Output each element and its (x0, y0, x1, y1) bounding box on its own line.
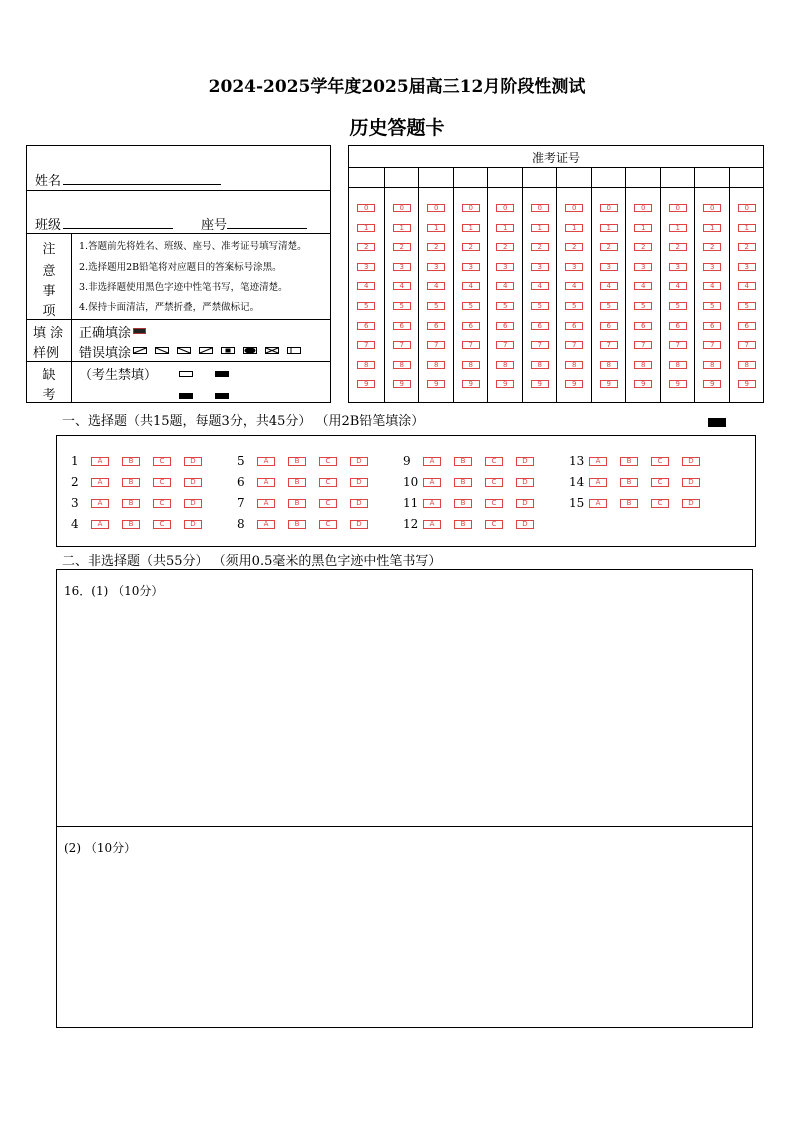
option-bubble[interactable]: B (288, 499, 306, 508)
digit-bubble[interactable]: 1 (496, 224, 514, 232)
notice-3: 3.非选择题使用黑色字迹中性笔书写，笔迹清楚。 (79, 282, 288, 293)
digit-bubble[interactable]: 3 (669, 263, 687, 271)
digit-bubble[interactable]: 0 (357, 204, 375, 212)
question-number: 14 (569, 475, 585, 489)
digit-bubble[interactable]: 9 (393, 380, 411, 388)
option-bubble[interactable]: C (153, 457, 171, 466)
exam-number-write-box[interactable] (488, 168, 522, 188)
digit-bubble[interactable]: 4 (357, 282, 375, 290)
digit-bubble[interactable]: 9 (738, 380, 756, 388)
option-bubble[interactable]: D (516, 457, 534, 466)
digit-bubble[interactable]: 7 (565, 341, 583, 349)
option-bubble[interactable]: A (91, 478, 109, 487)
digit-bubble[interactable]: 2 (427, 243, 445, 251)
digit-bubble[interactable]: 3 (496, 263, 514, 271)
option-bubble[interactable]: B (122, 457, 140, 466)
digit-bubble[interactable]: 7 (357, 341, 375, 349)
digit-bubble[interactable]: 6 (531, 322, 549, 330)
digit-bubble[interactable]: 9 (669, 380, 687, 388)
exam-number-write-box[interactable] (626, 168, 660, 188)
option-bubble[interactable]: C (319, 499, 337, 508)
digit-bubble[interactable]: 8 (462, 361, 480, 369)
absent-note: （考生禁填） (79, 368, 158, 383)
digit-bubble[interactable]: 0 (531, 204, 549, 212)
exam-number-write-box[interactable] (419, 168, 453, 188)
choice-answer-area (56, 435, 756, 547)
digit-bubble[interactable]: 2 (738, 243, 756, 251)
option-bubble[interactable]: D (516, 478, 534, 487)
wrong-fill-label: 错误填涂 (79, 346, 132, 361)
choice-section-title: 一、选择题（共15题，每题3分，共45分） （用2B铅笔填涂） (62, 414, 425, 429)
question-number: 2 (71, 475, 79, 489)
marker-block (215, 393, 229, 399)
digit-bubble[interactable]: 7 (669, 341, 687, 349)
option-bubble[interactable]: B (454, 478, 472, 487)
digit-bubble[interactable]: 5 (634, 302, 652, 310)
digit-bubble[interactable]: 1 (669, 224, 687, 232)
digit-bubble[interactable]: 4 (669, 282, 687, 290)
digit-bubble[interactable]: 8 (634, 361, 652, 369)
student-info-panel (26, 145, 331, 403)
exam-number-column (349, 168, 384, 403)
digit-bubble[interactable]: 7 (600, 341, 618, 349)
notice-char-1: 注 (42, 242, 56, 257)
digit-bubble[interactable]: 6 (738, 322, 756, 330)
digit-bubble[interactable]: 3 (427, 263, 445, 271)
option-bubble[interactable]: C (153, 478, 171, 487)
option-bubble[interactable]: C (485, 478, 503, 487)
question-number: 5 (237, 454, 245, 468)
exam-number-write-box[interactable] (454, 168, 488, 188)
digit-bubble[interactable]: 8 (427, 361, 445, 369)
digit-bubble[interactable]: 6 (634, 322, 652, 330)
digit-bubble[interactable]: 6 (427, 322, 445, 330)
digit-bubble[interactable]: 9 (703, 380, 721, 388)
digit-bubble[interactable]: 1 (531, 224, 549, 232)
name-label: 姓名 (35, 174, 62, 189)
digit-bubble[interactable]: 3 (703, 263, 721, 271)
digit-bubble[interactable]: 2 (462, 243, 480, 251)
absent-char-2: 考 (42, 388, 56, 403)
seat-label: 座号 (201, 218, 228, 233)
digit-bubble[interactable]: 0 (496, 204, 514, 212)
option-bubble[interactable]: B (620, 499, 638, 508)
digit-bubble[interactable]: 7 (738, 341, 756, 349)
exam-number-write-box[interactable] (523, 168, 557, 188)
marker-block (708, 418, 726, 427)
digit-bubble[interactable]: 7 (496, 341, 514, 349)
seat-field[interactable] (227, 228, 307, 229)
option-bubble[interactable]: B (288, 478, 306, 487)
digit-bubble[interactable]: 3 (531, 263, 549, 271)
correct-fill-label: 正确填涂 (79, 326, 132, 341)
digit-bubble[interactable]: 8 (357, 361, 375, 369)
digit-bubble[interactable]: 7 (462, 341, 480, 349)
option-bubble[interactable]: D (682, 457, 700, 466)
digit-bubble[interactable]: 2 (565, 243, 583, 251)
exam-number-write-box[interactable] (661, 168, 695, 188)
answer-area-16-2[interactable] (56, 826, 753, 1028)
question-number: 15 (569, 496, 585, 510)
digit-bubble[interactable]: 4 (531, 282, 549, 290)
option-bubble[interactable]: A (423, 478, 441, 487)
digit-bubble[interactable]: 4 (427, 282, 445, 290)
digit-bubble[interactable]: 4 (462, 282, 480, 290)
option-bubble[interactable]: C (319, 478, 337, 487)
sample-label-1: 填 涂 (33, 326, 64, 341)
digit-bubble[interactable]: 5 (496, 302, 514, 310)
digit-bubble[interactable]: 3 (634, 263, 652, 271)
option-bubble[interactable]: A (589, 478, 607, 487)
exam-number-write-box[interactable] (730, 168, 764, 188)
digit-bubble[interactable]: 2 (531, 243, 549, 251)
digit-bubble[interactable]: 5 (393, 302, 411, 310)
option-bubble[interactable]: B (122, 499, 140, 508)
digit-bubble[interactable]: 8 (531, 361, 549, 369)
notice-1: 1.答题前先将姓名、班级、座号、准考证号填写清楚。 (79, 241, 307, 252)
notice-char-3: 事 (42, 284, 56, 299)
option-bubble[interactable]: A (423, 499, 441, 508)
option-bubble[interactable]: D (682, 499, 700, 508)
digit-bubble[interactable]: 8 (669, 361, 687, 369)
digit-bubble[interactable]: 1 (703, 224, 721, 232)
question-number: 7 (237, 496, 245, 510)
digit-bubble[interactable]: 2 (393, 243, 411, 251)
digit-bubble[interactable]: 2 (634, 243, 652, 251)
digit-bubble[interactable]: 0 (634, 204, 652, 212)
digit-bubble[interactable]: 2 (600, 243, 618, 251)
digit-bubble[interactable]: 5 (565, 302, 583, 310)
digit-bubble[interactable]: 2 (496, 243, 514, 251)
option-bubble[interactable]: A (91, 520, 109, 529)
digit-bubble[interactable]: 6 (462, 322, 480, 330)
option-bubble[interactable]: C (485, 457, 503, 466)
digit-bubble[interactable]: 5 (531, 302, 549, 310)
exam-number-title: 准考证号 (531, 151, 580, 165)
option-bubble[interactable]: D (184, 457, 202, 466)
notice-char-2: 意 (42, 264, 56, 279)
digit-bubble[interactable]: 6 (357, 322, 375, 330)
option-bubble[interactable]: A (423, 457, 441, 466)
digit-bubble[interactable]: 1 (393, 224, 411, 232)
question-number: 6 (237, 475, 245, 489)
option-bubble[interactable]: D (516, 499, 534, 508)
digit-bubble[interactable]: 7 (634, 341, 652, 349)
exam-number-write-box[interactable] (695, 168, 729, 188)
option-bubble[interactable]: C (153, 499, 171, 508)
digit-bubble[interactable]: 5 (669, 302, 687, 310)
option-bubble[interactable]: D (350, 520, 368, 529)
digit-bubble[interactable]: 8 (496, 361, 514, 369)
digit-bubble[interactable]: 1 (462, 224, 480, 232)
digit-bubble[interactable]: 0 (703, 204, 721, 212)
digit-bubble[interactable]: 2 (357, 243, 375, 251)
option-bubble[interactable]: D (516, 520, 534, 529)
digit-bubble[interactable]: 9 (531, 380, 549, 388)
exam-number-write-box[interactable] (385, 168, 419, 188)
digit-bubble[interactable]: 9 (565, 380, 583, 388)
digit-bubble[interactable]: 8 (393, 361, 411, 369)
option-bubble[interactable]: B (122, 478, 140, 487)
name-field[interactable] (63, 184, 221, 185)
digit-bubble[interactable]: 8 (600, 361, 618, 369)
digit-bubble[interactable]: 1 (565, 224, 583, 232)
option-bubble[interactable]: C (485, 520, 503, 529)
digit-bubble[interactable]: 5 (600, 302, 618, 310)
option-bubble[interactable]: C (319, 520, 337, 529)
notice-char-4: 项 (42, 304, 56, 319)
digit-bubble[interactable]: 0 (393, 204, 411, 212)
question-number: 13 (569, 454, 585, 468)
digit-bubble[interactable]: 9 (634, 380, 652, 388)
absent-bubble[interactable] (179, 371, 193, 377)
exam-number-column (418, 168, 453, 403)
exam-number-write-box[interactable] (557, 168, 591, 188)
option-bubble[interactable]: B (288, 457, 306, 466)
option-bubble[interactable]: D (350, 499, 368, 508)
exam-number-write-box[interactable] (592, 168, 626, 188)
correct-fill-sample (133, 328, 146, 334)
digit-bubble[interactable]: 4 (393, 282, 411, 290)
question-number: 11 (403, 496, 419, 510)
digit-bubble[interactable]: 8 (703, 361, 721, 369)
digit-bubble[interactable]: 1 (357, 224, 375, 232)
marker-block (215, 371, 229, 377)
option-bubble[interactable]: D (350, 478, 368, 487)
option-bubble[interactable]: A (257, 457, 275, 466)
exam-number-column (384, 168, 419, 403)
question-16-part1-label: 16．(1) （10分） (64, 584, 164, 598)
option-bubble[interactable]: C (319, 457, 337, 466)
digit-bubble[interactable]: 9 (427, 380, 445, 388)
answer-area-16-1[interactable] (56, 569, 753, 827)
option-bubble[interactable]: A (257, 499, 275, 508)
option-bubble[interactable]: C (153, 520, 171, 529)
digit-bubble[interactable]: 5 (427, 302, 445, 310)
question-number: 3 (71, 496, 79, 510)
option-bubble[interactable]: B (288, 520, 306, 529)
option-bubble[interactable]: C (651, 457, 669, 466)
option-bubble[interactable]: D (682, 478, 700, 487)
digit-bubble[interactable]: 4 (496, 282, 514, 290)
digit-bubble[interactable]: 7 (703, 341, 721, 349)
option-bubble[interactable]: A (91, 499, 109, 508)
digit-bubble[interactable]: 6 (600, 322, 618, 330)
digit-bubble[interactable]: 0 (565, 204, 583, 212)
option-bubble[interactable]: A (589, 457, 607, 466)
option-bubble[interactable]: A (589, 499, 607, 508)
digit-bubble[interactable]: 4 (738, 282, 756, 290)
option-bubble[interactable]: A (257, 520, 275, 529)
digit-bubble[interactable]: 3 (565, 263, 583, 271)
digit-bubble[interactable]: 3 (357, 263, 375, 271)
digit-bubble[interactable]: 6 (393, 322, 411, 330)
digit-bubble[interactable]: 2 (669, 243, 687, 251)
digit-bubble[interactable]: 0 (669, 204, 687, 212)
page-title: 2024-2025学年度2025届高三12月阶段性测试 (208, 77, 586, 97)
exam-number-column (591, 168, 626, 403)
question-number: 4 (71, 517, 79, 531)
question-number: 10 (403, 475, 419, 489)
option-bubble[interactable]: B (454, 457, 472, 466)
wrong-fill-samples (133, 346, 303, 356)
digit-bubble[interactable]: 3 (738, 263, 756, 271)
absent-char-1: 缺 (42, 368, 56, 383)
digit-bubble[interactable]: 9 (357, 380, 375, 388)
digit-bubble[interactable]: 0 (427, 204, 445, 212)
exam-number-column (625, 168, 660, 403)
option-bubble[interactable]: B (620, 478, 638, 487)
digit-bubble[interactable]: 0 (738, 204, 756, 212)
digit-bubble[interactable]: 1 (427, 224, 445, 232)
digit-bubble[interactable]: 2 (703, 243, 721, 251)
option-bubble[interactable]: B (122, 520, 140, 529)
digit-bubble[interactable]: 8 (565, 361, 583, 369)
digit-bubble[interactable]: 6 (496, 322, 514, 330)
digit-bubble[interactable]: 5 (462, 302, 480, 310)
digit-bubble[interactable]: 7 (393, 341, 411, 349)
digit-bubble[interactable]: 9 (496, 380, 514, 388)
option-bubble[interactable]: D (184, 478, 202, 487)
digit-bubble[interactable]: 1 (634, 224, 652, 232)
exam-number-write-box[interactable] (349, 168, 384, 188)
digit-bubble[interactable]: 8 (738, 361, 756, 369)
digit-bubble[interactable]: 1 (738, 224, 756, 232)
option-bubble[interactable]: A (257, 478, 275, 487)
question-number: 8 (237, 517, 245, 531)
option-bubble[interactable]: D (184, 520, 202, 529)
nonchoice-section-title: 二、非选择题（共55分） （须用0.5毫米的黑色字迹中性笔书写） (62, 554, 442, 569)
digit-bubble[interactable]: 9 (462, 380, 480, 388)
option-bubble[interactable]: B (454, 499, 472, 508)
question-16-part2-label: (2) （10分） (64, 841, 137, 855)
option-bubble[interactable]: B (454, 520, 472, 529)
option-bubble[interactable]: B (620, 457, 638, 466)
digit-bubble[interactable]: 9 (600, 380, 618, 388)
digit-bubble[interactable]: 3 (462, 263, 480, 271)
sample-label-2: 样例 (33, 346, 60, 361)
option-bubble[interactable]: D (350, 457, 368, 466)
digit-bubble[interactable]: 7 (427, 341, 445, 349)
exam-number-column (660, 168, 695, 403)
option-bubble[interactable]: C (651, 478, 669, 487)
question-number: 12 (403, 517, 419, 531)
digit-bubble[interactable]: 4 (634, 282, 652, 290)
digit-bubble[interactable]: 3 (600, 263, 618, 271)
exam-number-column (522, 168, 557, 403)
digit-bubble[interactable]: 1 (600, 224, 618, 232)
exam-number-column (694, 168, 729, 403)
exam-number-panel (348, 145, 764, 403)
exam-number-column (729, 168, 764, 403)
digit-bubble[interactable]: 7 (531, 341, 549, 349)
digit-bubble[interactable]: 4 (600, 282, 618, 290)
digit-bubble[interactable]: 6 (669, 322, 687, 330)
option-bubble[interactable]: C (651, 499, 669, 508)
option-bubble[interactable]: A (91, 457, 109, 466)
digit-bubble[interactable]: 3 (393, 263, 411, 271)
class-field[interactable] (63, 228, 173, 229)
digit-bubble[interactable]: 5 (738, 302, 756, 310)
exam-number-column (556, 168, 591, 403)
marker-block (179, 393, 193, 399)
class-label: 班级 (35, 218, 62, 233)
option-bubble[interactable]: C (485, 499, 503, 508)
digit-bubble[interactable]: 0 (600, 204, 618, 212)
digit-bubble[interactable]: 4 (703, 282, 721, 290)
question-number: 9 (403, 454, 411, 468)
digit-bubble[interactable]: 4 (565, 282, 583, 290)
page-subtitle: 历史答题卡 (349, 117, 445, 139)
exam-number-column (453, 168, 488, 403)
digit-bubble[interactable]: 0 (462, 204, 480, 212)
option-bubble[interactable]: D (184, 499, 202, 508)
exam-number-column (487, 168, 522, 403)
digit-bubble[interactable]: 6 (565, 322, 583, 330)
option-bubble[interactable]: A (423, 520, 441, 529)
question-number: 1 (71, 454, 79, 468)
notice-2: 2.选择题用2B铅笔将对应题目的答案标号涂黑。 (79, 262, 282, 273)
digit-bubble[interactable]: 5 (703, 302, 721, 310)
notice-4: 4.保持卡面清洁，严禁折叠，严禁做标记。 (79, 302, 260, 313)
digit-bubble[interactable]: 5 (357, 302, 375, 310)
digit-bubble[interactable]: 6 (703, 322, 721, 330)
